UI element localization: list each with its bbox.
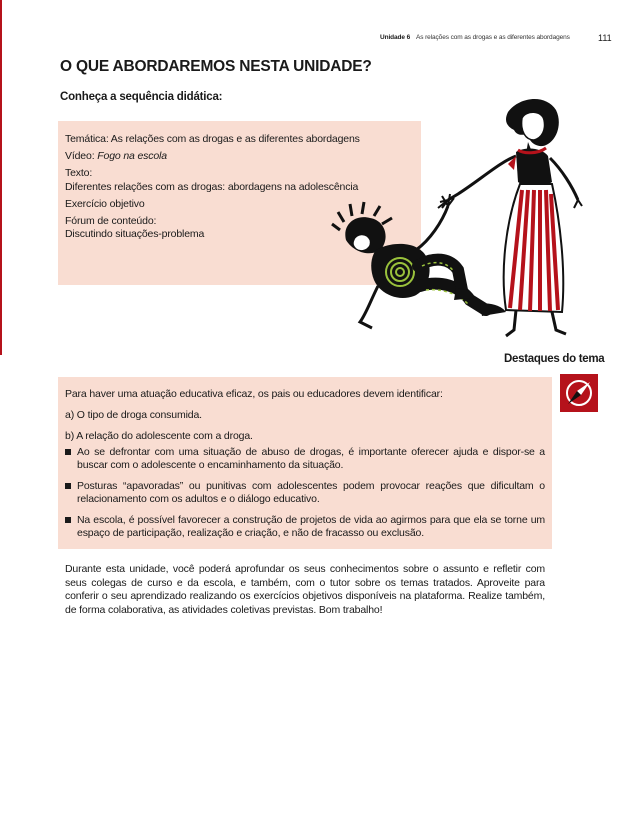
- highlights-box: [58, 377, 552, 549]
- running-header: [0, 34, 638, 48]
- header-unit: Unidade 6: [380, 34, 411, 41]
- sequence-item-exercicio: Exercício objetivo: [65, 197, 145, 210]
- page-title: O QUE ABORDAREMOS NESTA UNIDADE?: [60, 58, 372, 75]
- fallen-boy-figure: [332, 194, 506, 328]
- header-subtitle: As relações com as drogas e as diferentes abordagens: [416, 34, 570, 41]
- sequence-item-tematica: Temática: As relações com as drogas e as diferentes abordagens: [65, 133, 360, 145]
- bullet-square-icon: [65, 449, 71, 455]
- highlight-bullet: [65, 446, 545, 471]
- highlights-label: Destaques do tema: [504, 353, 605, 365]
- closing-paragraph: Durante esta unidade, você poderá aprofundar os seus conhecimentos sobre o assunto e refletir com seus colegas de curso e da escola, e também, com o tutor sobre os temas tratados. Aproveite para conferir o seu aprendizado realizando os exercícios objetivos disponíveis na plataforma. Realize também, de forma colaborativa, as atividades coletivas previstas. Bom trabalho!: [65, 563, 545, 616]
- bullet-square-icon: [65, 483, 71, 489]
- highlight-bullet-text: Na escola, é possível favorecer a construção de projetos de vida ao agirmos para que ela se torne um espaço de participação, realização e criação, e não de fracasso ou exclusão.: [77, 514, 545, 539]
- standing-woman-figure: [438, 99, 582, 336]
- highlights-intro: Para haver uma atuação educativa eficaz, os pais ou educadores devem identificar:: [65, 388, 443, 400]
- closing-box: [58, 555, 552, 629]
- sequence-item-forum-label: Fórum de conteúdo:: [65, 215, 157, 228]
- helping-hand-illustration: [330, 90, 610, 340]
- left-margin-rule: [0, 0, 2, 355]
- sequence-item-video: [65, 150, 360, 163]
- highlights-item-b: b) A relação do adolescente com a droga.: [65, 430, 253, 442]
- sequence-heading: Conheça a sequência didática:: [60, 91, 223, 103]
- page-number: 111: [598, 33, 612, 43]
- highlights-item-a: a) O tipo de droga consumida.: [65, 409, 202, 421]
- video-title: Fogo na escola: [97, 150, 167, 163]
- sequence-item-texto-label: Texto:: [65, 167, 93, 180]
- sequence-item-texto-title: Diferentes relações com as drogas: abordagens na adolescência: [65, 180, 359, 193]
- highlight-bullet-text: Ao se defrontar com uma situação de abuso de drogas, é importante oferecer ajuda e dispor-se a buscar com o adolescente o encaminhamento da situação.: [77, 446, 545, 471]
- highlight-bullet-text: Posturas “apavoradas” ou punitivas com adolescentes podem provocar reações que dificultam o relacionamento com os adultos e o diálogo educativo.: [77, 480, 545, 505]
- highlight-bullet: [65, 514, 545, 539]
- bullet-square-icon: [65, 517, 71, 523]
- sequence-item-forum-title: Discutindo situações-problema: [65, 228, 205, 241]
- highlight-bullet: [65, 480, 545, 505]
- compass-icon: [560, 374, 598, 412]
- video-label: Vídeo:: [65, 150, 98, 163]
- sequence-list: [65, 133, 360, 241]
